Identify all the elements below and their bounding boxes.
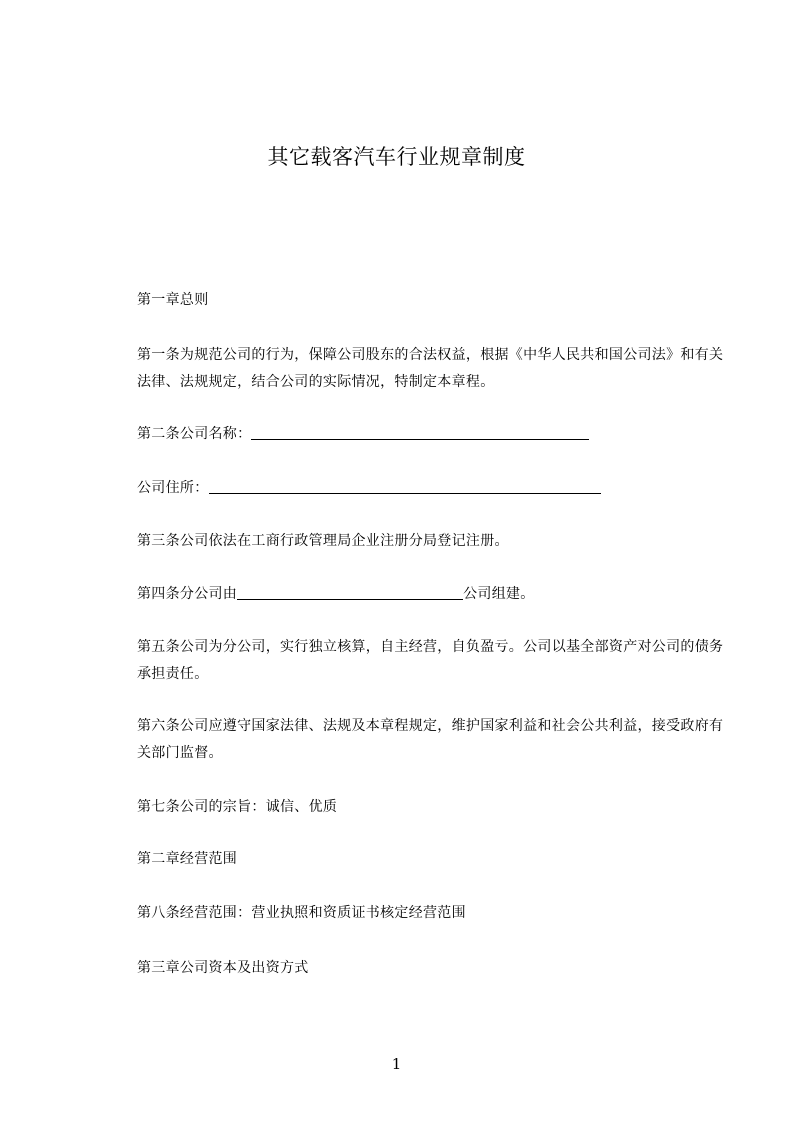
article-4-suffix: 公司组建。 [463, 586, 535, 602]
article-7: 第七条公司的宗旨：诚信、优质 [137, 799, 338, 815]
company-name-label: 第二条公司名称： [137, 426, 252, 442]
organizer-blank [237, 585, 463, 600]
article-3: 第三条公司依法在工商行政管理局企业注册分局登记注册。 [137, 533, 509, 549]
page-number: 1 [391, 1055, 402, 1073]
document-title: 其它载客汽车行业规章制度 [267, 145, 526, 169]
chapter-heading-3: 第三章公司资本及出资方式 [137, 960, 309, 976]
company-address-blank [209, 479, 601, 494]
chapter-heading-2: 第二章经营范围 [137, 851, 238, 867]
article-4 [104, 581, 737, 608]
article-6: 第六条公司应遵守国家法律、法规及本章程规定，维护国家利益和社会公共利益，接受政府有关部门监督。 [137, 718, 724, 761]
company-address-label: 公司住所： [137, 480, 209, 496]
company-name-blank [251, 425, 589, 440]
article-2 [104, 421, 737, 448]
article-8: 第八条经营范围：营业执照和资质证书核定经营范围 [137, 905, 466, 921]
article-4-prefix: 第四条分公司由 [137, 586, 238, 602]
company-address [104, 475, 737, 502]
article-1: 第一条为规范公司的行为，保障公司股东的合法权益，根据《中华人民共和国公司法》和有关法律、法规规定，结合公司的实际情况，特制定本章程。 [137, 347, 724, 390]
article-5: 第五条公司为分公司，实行独立核算，自主经营，自负盈亏。公司以基全部资产对公司的债务承担责任。 [137, 639, 724, 682]
chapter-heading-1: 第一章总则 [137, 292, 209, 308]
